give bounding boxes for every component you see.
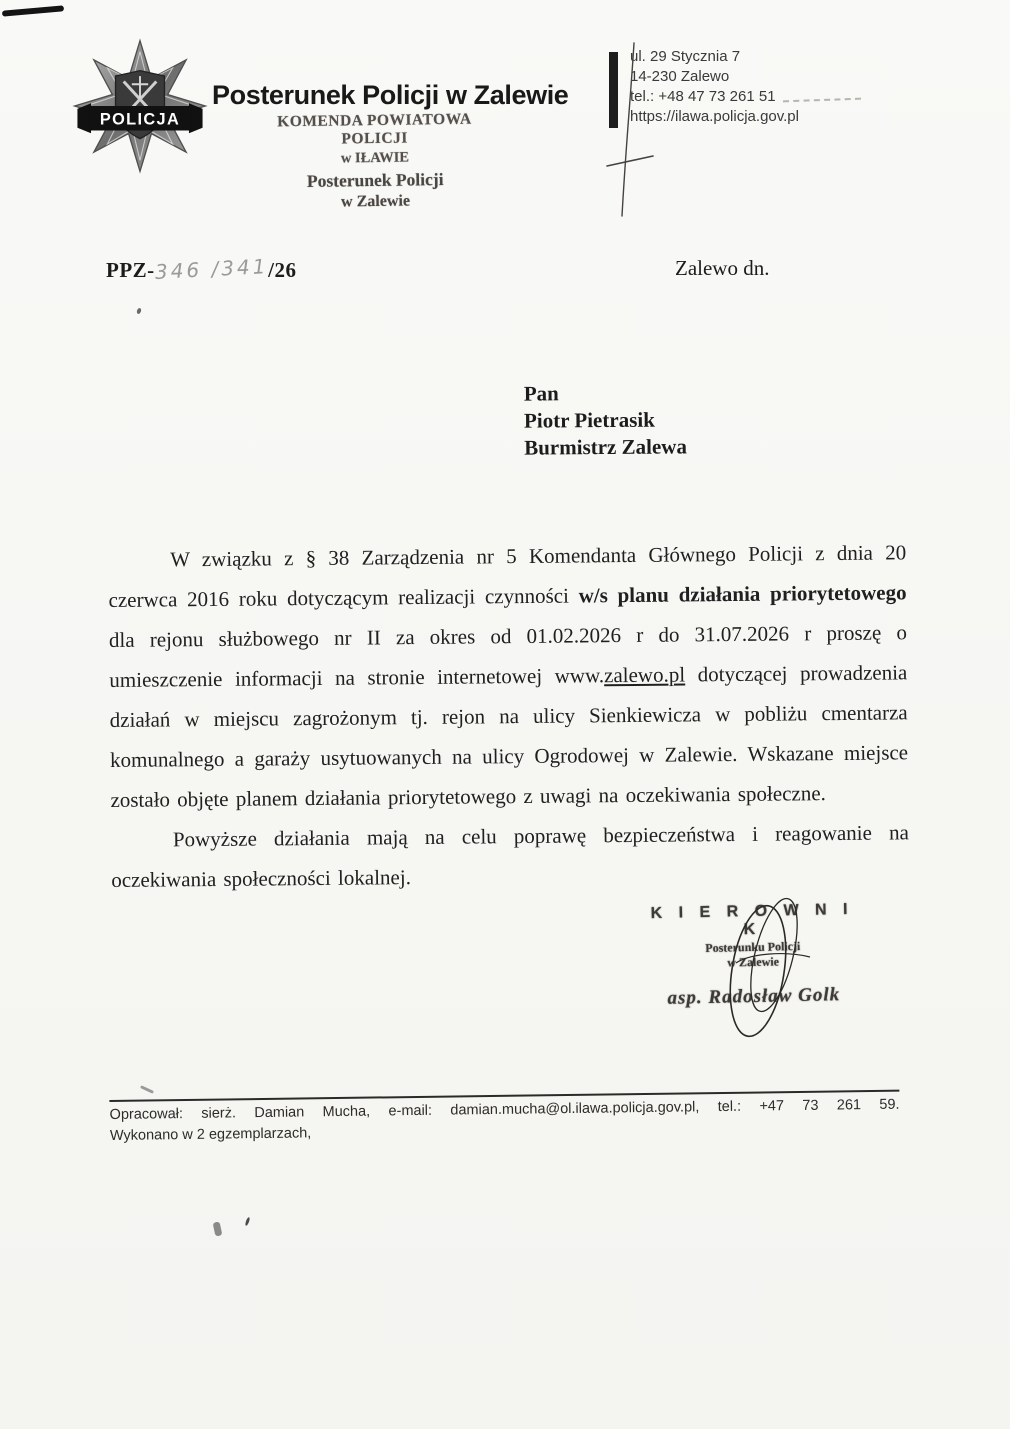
footer-word: Opracował:: [109, 1106, 184, 1124]
body-text-segment: dla rejonu służbowego nr II za okres od 01.02.2026 r do 31.07.2026 r proszę o umieszczenie informacji na stronie internetowej www.: [108, 620, 908, 692]
footer-copies-line: Wykonano w 2 egzemplarzach,: [109, 1125, 312, 1144]
footer-word: tel.:: [717, 1098, 742, 1116]
stamp-line: KOMENDA POWIATOWA POLICJI: [277, 110, 472, 148]
recipient-role: Burmistrz Zalewa: [524, 434, 688, 460]
stamp-line: w Zalewie: [341, 192, 411, 211]
ink-speck: [245, 1217, 251, 1226]
footer-block: [109, 1090, 900, 1144]
recipient-name: Piotr Pietrasik: [523, 407, 655, 433]
body-paragraph-1: [108, 532, 909, 820]
reference-number: [106, 254, 297, 284]
handwritten-signature: [706, 893, 826, 1053]
footer-phone-part: 261: [836, 1097, 862, 1114]
footer-email: damian.mucha@ol.ilawa.policja.gov.pl,: [450, 1099, 700, 1119]
badge-banner-text: POLICJA: [99, 110, 181, 129]
stamp-location: w Zalewie: [727, 954, 780, 970]
recipient-salutation: Pan: [523, 381, 559, 406]
address-phone: tel.: +48 47 73 261 51: [630, 88, 776, 105]
ink-speck: [136, 307, 142, 314]
body-text-segment: W związku z § 38 Zarządzenia nr 5 Komendanta Głównego Policji z dnia 20 czerwca 2016 roku dotyczącym realizacji czynności: [108, 540, 907, 612]
scan-pen-mark-top-left: [2, 5, 64, 16]
body-text-segment: dotyczącej prowadzenia działań w miejscu zagrożonym tj. rejon na ulicy Sienkiewicza w pobliżu cmentarza komunalnego a garaży usytuowanych na ulicy Ogrodowej w Zalewie. Wskazane miejsce zostało objęte planem działania priorytetowego z uwagi na oczekiwania społeczne.: [109, 660, 909, 812]
footer-word: Damian: [254, 1104, 305, 1122]
footer-word: sierż.: [201, 1105, 237, 1122]
footer-word: Mucha,: [322, 1103, 371, 1121]
footer-phone-part: +47: [759, 1098, 785, 1115]
stamp-line: w IŁAWIE: [340, 149, 410, 167]
reference-suffix: /26: [268, 258, 297, 282]
letterhead-title: Posterunek Policji w Zalewie: [212, 80, 569, 110]
body-website-link-text: zalewo.pl: [603, 662, 686, 688]
police-badge-logo: [72, 38, 208, 174]
body-text-bold-segment: w/s planu działania priorytetowego: [578, 580, 907, 608]
footer-phone-part: 73: [802, 1097, 819, 1114]
letterhead-unit-stamp: [249, 110, 500, 212]
ink-speck: [140, 1085, 154, 1094]
dateline: Zalewo dn.: [675, 256, 770, 280]
letter-body: [108, 532, 909, 900]
address-street: ul. 29 Stycznia 7: [630, 48, 741, 65]
stamp-line: Posterunek Policji: [306, 169, 444, 191]
reference-handwritten: 346 /341: [154, 254, 269, 284]
footer-word: e-mail:: [388, 1102, 433, 1120]
address-website: https://ilawa.policja.gov.pl: [630, 108, 799, 125]
footer-phone-part: 59.: [879, 1096, 900, 1113]
handwritten-pen-stroke: [595, 38, 675, 228]
stamp-officer-name: asp. Radosław Golk: [667, 984, 841, 1009]
reference-prefix: PPZ-: [106, 258, 155, 282]
stamp-title: K I E R O W N I K: [650, 900, 854, 939]
body-paragraph-2: Powyższe działania mają na celu poprawę bezpieczeństwa i reagowanie na oczekiwania społeczności lokalnej.: [111, 820, 909, 892]
address-city: 14-230 Zalewo: [630, 68, 730, 85]
ink-speck: [213, 1221, 223, 1236]
recipient-block: [524, 379, 687, 461]
stamp-unit: Posterunku Policji: [705, 939, 801, 955]
